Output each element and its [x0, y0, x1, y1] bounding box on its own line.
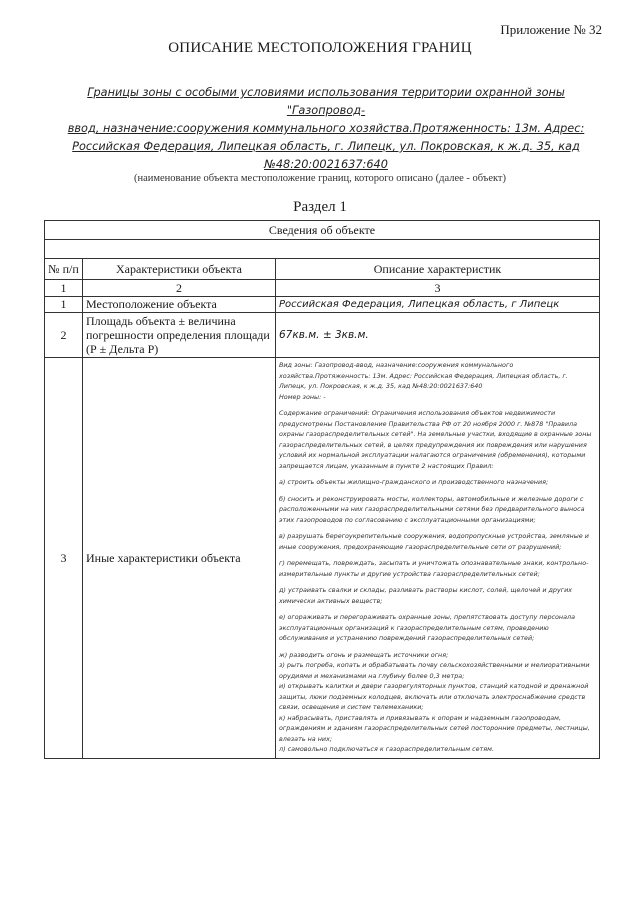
zone-number-text: Номер зоны: - [279, 392, 326, 401]
document-title: ОПИСАНИЕ МЕСТОПОЛОЖЕНИЯ ГРАНИЦ [168, 40, 472, 56]
restriction-item: з) рыть погреба, копать и обрабатывать почву сельскохозяйственными и мелиоративными орудиями и механизмами на глубину более 0,3 метра; [279, 661, 590, 680]
row-number: 1 [45, 297, 83, 313]
object-caption: (наименование объекта местоположение границ, которого описано (далее - объект) [133, 173, 507, 184]
zone-type-text: Вид зоны: Газопровод-ввод, назначение:сооружения коммунального хозяйства.Протяженность: 13м. Адрес: Российская Федерация, Липецкая область, г. Липецк, ул. Покровская, к ж.д. 35, кад №48:20:0021637:640 [279, 361, 568, 390]
object-description [56, 84, 596, 174]
row-label: Местоположение объекта [83, 297, 276, 313]
empty-cell [45, 240, 600, 259]
restriction-item: б) сносить и реконструировать мосты, коллекторы, автомобильные и железные дороги с расположенными на них газораспределительными сетями без предварительного выноса этих газопроводов по согласованию с эксплуатационными организациями; [279, 494, 585, 524]
row-label: Площадь объекта ± величина погрешности определения площади (Р ± Дельта Р) [83, 313, 276, 358]
row-label: Иные характеристики объекта [83, 358, 276, 759]
section-title: Раздел 1 [293, 199, 347, 215]
table-header-row [45, 221, 600, 240]
table-row [45, 313, 600, 358]
column-header-description: Описание характеристик [276, 259, 600, 280]
column-header-characteristic: Характеристики объекта [83, 259, 276, 280]
table-header: Сведения об объекте [45, 221, 600, 240]
row-number: 3 [45, 358, 83, 759]
restriction-item: д) устраивать свалки и склады, разливать растворы кислот, солей, щелочей и других химически активных веществ; [279, 586, 573, 605]
restriction-item: л) самовольно подключаться к газораспределительным сетям. [279, 745, 494, 753]
row-value: 67кв.м. ± 3кв.м. [276, 313, 600, 358]
object-description-line: №48:20:0021637:640 [264, 158, 388, 171]
restriction-item: и) открывать калитки и двери газорегуляторных пунктов, станций катодной и дренажной защиты, люки подземных колодцев, включать или отключать электроснабжение средств связи, освещения и систем телемеханики; [279, 682, 589, 711]
row-value: Российская Федерация, Липецкая область, г Липецк [276, 297, 600, 313]
restriction-item: а) строить объекты жилищно-гражданского и производственного назначения; [279, 478, 549, 486]
object-description-line: Российская Федерация, Липецкая область, г. Липецк, ул. Покровская, к ж.д. 35, кад [72, 140, 580, 153]
table-empty-row [45, 240, 600, 259]
row-number: 2 [45, 313, 83, 358]
object-description-line: ввод, назначение:сооружения коммунального хозяйства.Протяженность: 13м. Адрес: [67, 122, 585, 135]
restrictions-text: Содержание ограничений: Ограничения использования объектов недвижимости предусмотрены Постановление Правительства РФ от 20 ноября 2000 г. №878 "Правила охраны газораспределительных сетей". На земельные участки, входящие в охранные зоны газораспределительных сетей, в целях предупреждения их повреждения или нарушения условий их нормальной эксплуатации налагаются ограничения (обременения), которыми запрещается лицам, указанным в пункте 2 настоящих Правил: [279, 409, 592, 470]
column-header-number: № п/п [45, 259, 83, 280]
column-index: 3 [276, 280, 600, 297]
table-row [45, 358, 600, 759]
column-index: 2 [83, 280, 276, 297]
restriction-item: ж) разводить огонь и размещать источники огня; [279, 650, 449, 659]
column-index: 1 [45, 280, 83, 297]
column-index-row [45, 280, 600, 297]
object-description-line: Границы зоны с особыми условиями использования территории охранной зоны "Газопровод- [87, 86, 565, 117]
table-row [45, 297, 600, 313]
object-info-table [44, 220, 600, 759]
restriction-item: г) перемещать, повреждать, засыпать и уничтожать опознавательные знаки, контрольно-измерительные пункты и другие устройства газораспределительных сетей; [279, 559, 589, 578]
restriction-item: к) набрасывать, приставлять и привязывать к опорам и надземным газопроводам, ограждениям и зданиям газораспределительных сетей посторонние предметы, лестницы, влезать на них; [279, 713, 590, 743]
appendix-number: Приложение № 32 [500, 22, 602, 37]
other-characteristics [276, 358, 600, 759]
column-header-row [45, 259, 600, 280]
restriction-item: в) разрушать берегоукрепительные сооружения, водопропускные устройства, земляные и иные сооружения, предохраняющие газораспределительные сети от разрушений; [279, 532, 589, 551]
restriction-item: е) огораживать и перегораживать охранные зоны, препятствовать доступу персонала эксплуатационных организаций к газораспределительным сетям, проведению обслуживания и устранению повреждений газораспределительных сетей; [279, 613, 576, 642]
